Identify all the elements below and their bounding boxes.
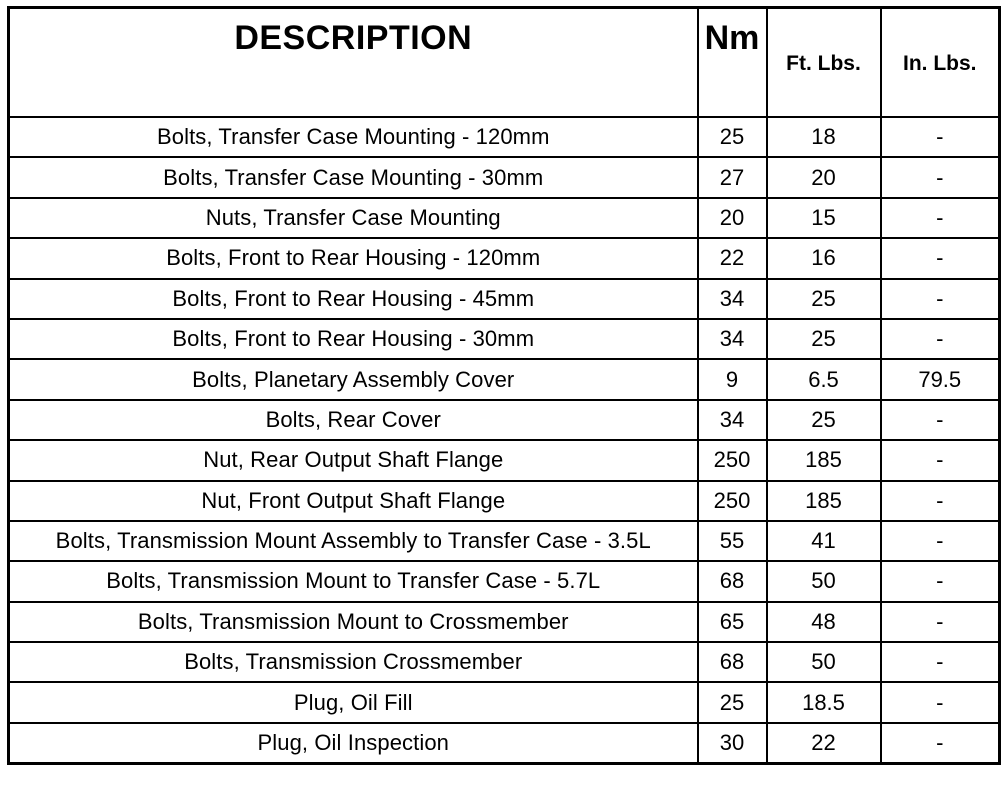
table-row [9, 602, 1000, 642]
cell-in-lbs: - [881, 642, 1000, 682]
cell-in-lbs: - [881, 521, 1000, 561]
cell-ft-lbs: 20 [767, 157, 881, 197]
cell-description: Bolts, Front to Rear Housing - 30mm [9, 319, 698, 359]
header-in-lbs: In. Lbs. [881, 8, 1000, 118]
table-header [9, 8, 1000, 118]
cell-ft-lbs: 16 [767, 238, 881, 278]
cell-nm: 68 [698, 561, 767, 601]
cell-ft-lbs: 18 [767, 117, 881, 157]
cell-nm: 65 [698, 602, 767, 642]
cell-description: Bolts, Transmission Mount Assembly to Transfer Case - 3.5L [9, 521, 698, 561]
cell-description: Nuts, Transfer Case Mounting [9, 198, 698, 238]
cell-description: Bolts, Planetary Assembly Cover [9, 359, 698, 399]
header-ft-lbs: Ft. Lbs. [767, 8, 881, 118]
cell-in-lbs: - [881, 319, 1000, 359]
cell-in-lbs: - [881, 602, 1000, 642]
cell-nm: 250 [698, 481, 767, 521]
table-row [9, 279, 1000, 319]
cell-description: Bolts, Transmission Mount to Crossmember [9, 602, 698, 642]
cell-nm: 34 [698, 400, 767, 440]
cell-ft-lbs: 50 [767, 561, 881, 601]
cell-nm: 34 [698, 319, 767, 359]
cell-nm: 20 [698, 198, 767, 238]
table-row [9, 723, 1000, 764]
table-row [9, 682, 1000, 722]
table-row [9, 440, 1000, 480]
table-row [9, 561, 1000, 601]
header-nm: Nm [698, 8, 767, 118]
cell-description: Nut, Rear Output Shaft Flange [9, 440, 698, 480]
table-row [9, 157, 1000, 197]
cell-nm: 25 [698, 682, 767, 722]
cell-in-lbs: - [881, 279, 1000, 319]
cell-nm: 34 [698, 279, 767, 319]
cell-nm: 55 [698, 521, 767, 561]
cell-ft-lbs: 185 [767, 440, 881, 480]
cell-nm: 22 [698, 238, 767, 278]
cell-ft-lbs: 48 [767, 602, 881, 642]
header-row [9, 8, 1000, 118]
table-row [9, 359, 1000, 399]
cell-description: Plug, Oil Inspection [9, 723, 698, 764]
table-row [9, 521, 1000, 561]
cell-description: Nut, Front Output Shaft Flange [9, 481, 698, 521]
torque-specifications-table [7, 6, 1001, 765]
cell-in-lbs: - [881, 682, 1000, 722]
cell-description: Bolts, Front to Rear Housing - 120mm [9, 238, 698, 278]
cell-description: Bolts, Front to Rear Housing - 45mm [9, 279, 698, 319]
table-row [9, 238, 1000, 278]
cell-ft-lbs: 15 [767, 198, 881, 238]
cell-in-lbs: - [881, 198, 1000, 238]
cell-nm: 68 [698, 642, 767, 682]
cell-nm: 9 [698, 359, 767, 399]
cell-ft-lbs: 25 [767, 319, 881, 359]
cell-description: Bolts, Transfer Case Mounting - 120mm [9, 117, 698, 157]
header-description: DESCRIPTION [9, 8, 698, 118]
cell-description: Bolts, Transmission Crossmember [9, 642, 698, 682]
cell-ft-lbs: 22 [767, 723, 881, 764]
table-row [9, 400, 1000, 440]
cell-in-lbs: - [881, 117, 1000, 157]
cell-nm: 25 [698, 117, 767, 157]
cell-in-lbs: - [881, 481, 1000, 521]
cell-ft-lbs: 6.5 [767, 359, 881, 399]
cell-ft-lbs: 185 [767, 481, 881, 521]
table-row [9, 319, 1000, 359]
table-row [9, 198, 1000, 238]
cell-ft-lbs: 41 [767, 521, 881, 561]
cell-description: Bolts, Transfer Case Mounting - 30mm [9, 157, 698, 197]
cell-in-lbs: - [881, 723, 1000, 764]
cell-ft-lbs: 50 [767, 642, 881, 682]
cell-in-lbs: - [881, 561, 1000, 601]
cell-description: Bolts, Rear Cover [9, 400, 698, 440]
cell-in-lbs: - [881, 238, 1000, 278]
table-row [9, 481, 1000, 521]
cell-description: Bolts, Transmission Mount to Transfer Case - 5.7L [9, 561, 698, 601]
cell-in-lbs: - [881, 400, 1000, 440]
cell-ft-lbs: 18.5 [767, 682, 881, 722]
cell-in-lbs: 79.5 [881, 359, 1000, 399]
cell-nm: 250 [698, 440, 767, 480]
table-body [9, 117, 1000, 764]
cell-nm: 27 [698, 157, 767, 197]
cell-nm: 30 [698, 723, 767, 764]
cell-description: Plug, Oil Fill [9, 682, 698, 722]
cell-in-lbs: - [881, 157, 1000, 197]
cell-in-lbs: - [881, 440, 1000, 480]
table-row [9, 117, 1000, 157]
cell-ft-lbs: 25 [767, 400, 881, 440]
table-row [9, 642, 1000, 682]
cell-ft-lbs: 25 [767, 279, 881, 319]
